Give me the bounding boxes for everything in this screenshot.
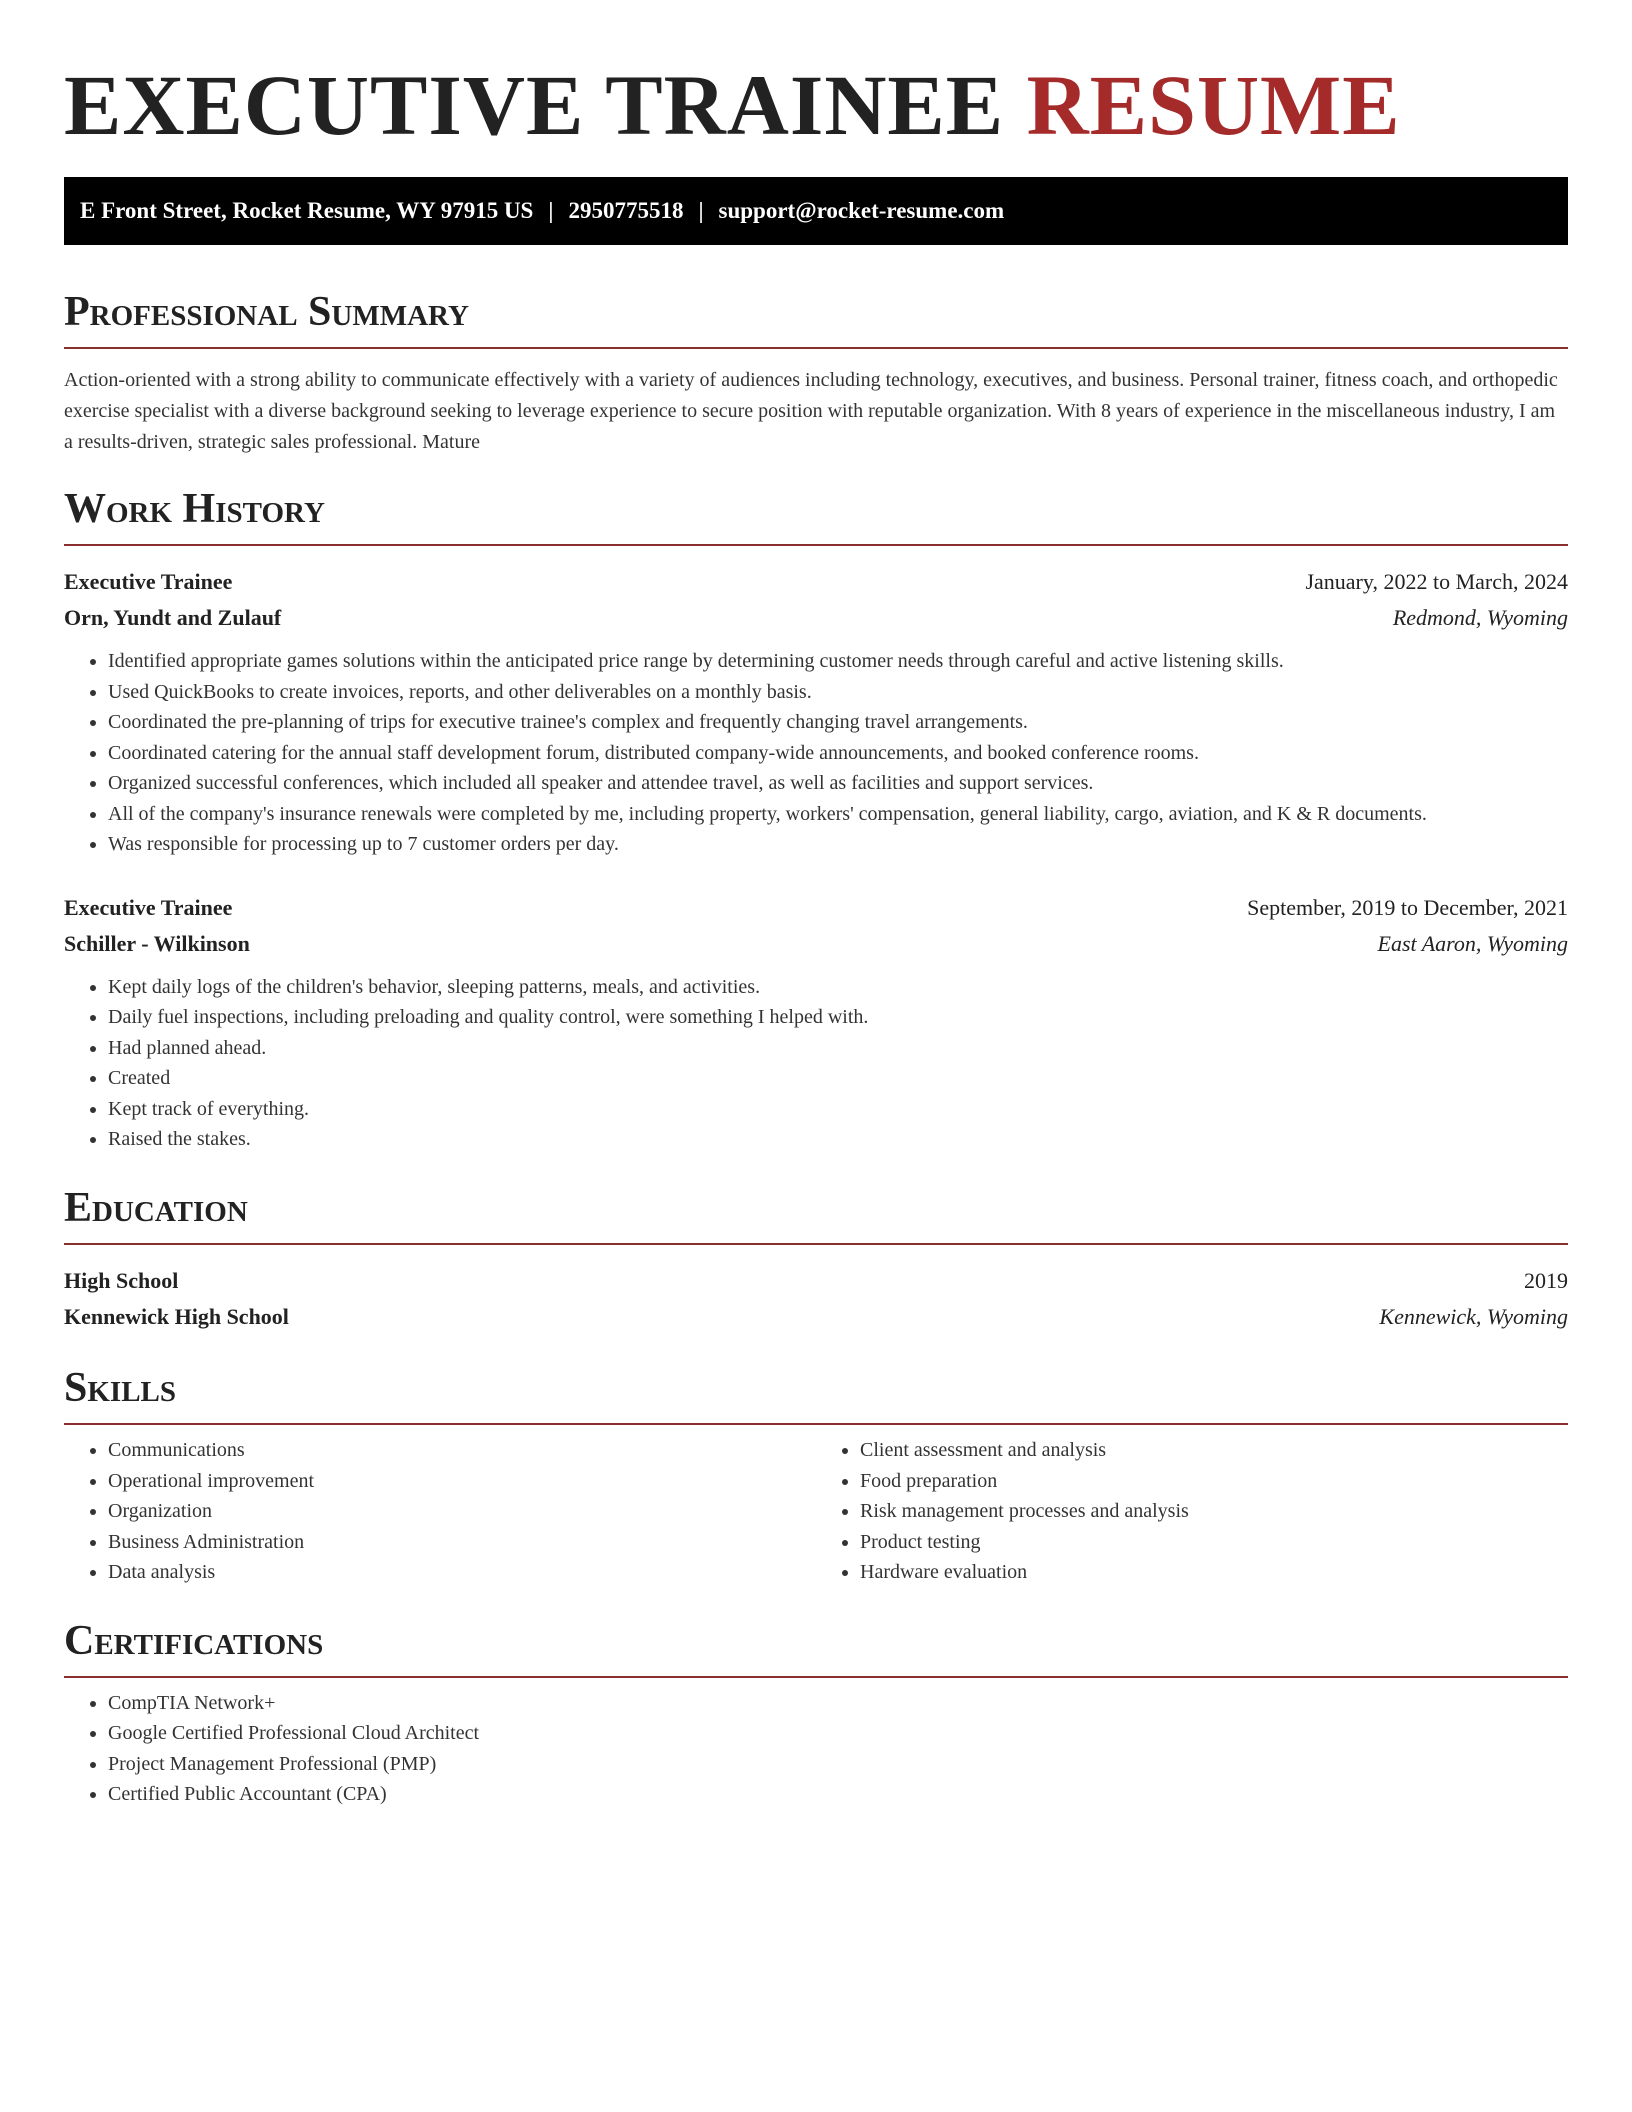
summary-heading: Professional Summary [64,289,1568,349]
education-degree: High School [64,1267,179,1293]
skills-heading: Skills [64,1365,1568,1425]
contact-address: E Front Street, Rocket Resume, WY 97915 US [80,197,534,223]
job-bullet: • Had planned ahead. [108,1033,1568,1064]
skill-item: • Hardware evaluation [860,1557,1568,1588]
job-title: Executive Trainee [64,569,233,595]
job-bullet: • Kept daily logs of the children's behavior, sleeping patterns, meals, and activities. [108,972,1568,1003]
title-main: EXECUTIVE TRAINEE [64,57,1005,153]
contact-phone: 2950775518 [568,197,684,223]
job-bullet: • Coordinated catering for the annual staff development forum, distributed company-wide announcements, and booked conference rooms. [108,738,1568,769]
job-bullet: • Identified appropriate games solutions within the anticipated price range by determining customer needs through careful and active listening skills. [108,646,1568,677]
certification-item: • Project Management Professional (PMP) [108,1749,1568,1780]
job-bullet: • All of the company's insurance renewals were completed by me, including property, workers' compensation, general liability, cargo, aviation, and K & R documents. [108,799,1568,830]
job-bullet: • Raised the stakes. [108,1124,1568,1155]
contact-separator: | [548,197,554,223]
certification-item: • Google Certified Professional Cloud Architect [108,1718,1568,1749]
skill-item: • Data analysis [108,1557,816,1588]
job-location: East Aaron, Wyoming [1377,930,1568,956]
job-location: Redmond, Wyoming [1392,605,1568,631]
job-company: Orn, Yundt and Zulauf [64,605,282,631]
resume-title [64,56,1568,155]
job-title: Executive Trainee [64,894,233,920]
job-bullet: • Created [108,1063,1568,1094]
skill-item: • Business Administration [108,1527,816,1558]
education-heading: Education [64,1185,1568,1245]
job-header-row [64,890,1568,926]
skill-item: • Communications [108,1435,816,1466]
job-bullet: • Was responsible for processing up to 7 customer orders per day. [108,829,1568,860]
education-entry [64,1263,1568,1335]
certification-item: • CompTIA Network+ [108,1688,1568,1719]
job-bullet: • Daily fuel inspections, including preloading and quality control, were something I helped with. [108,1002,1568,1033]
job-company-row [64,600,1568,636]
certification-item: • Certified Public Accountant (CPA) [108,1779,1568,1810]
work-history-heading: Work History [64,486,1568,546]
skills-column-right [816,1435,1568,1588]
job-entry [64,890,1568,1155]
job-bullets [64,646,1568,860]
skill-item: • Operational improvement [108,1466,816,1497]
job-company: Schiller - Wilkinson [64,930,250,956]
contact-email: support@rocket-resume.com [718,197,1005,223]
summary-text: Action-oriented with a strong ability to communicate effectively with a variety of audiences including technology, executives, and business. Personal trainer, fitness coach, and orthopedic exercise specialist with a diverse background seeking to leverage experience to secure position with reputable organization. With 8 years of experience in the miscellaneous industry, I am a results-driven, strategic sales professional. Mature [64,369,1558,454]
contact-separator: | [698,197,704,223]
skill-item: • Client assessment and analysis [860,1435,1568,1466]
job-bullet: • Coordinated the pre-planning of trips for executive trainee's complex and frequently changing travel arrangements. [108,707,1568,738]
job-bullets [64,972,1568,1155]
education-year: 2019 [1524,1267,1568,1293]
skill-item: • Organization [108,1496,816,1527]
education-location: Kennewick, Wyoming [1379,1303,1568,1329]
job-bullet: • Used QuickBooks to create invoices, reports, and other deliverables on a monthly basis. [108,677,1568,708]
education-school: Kennewick High School [64,1303,289,1329]
skill-item: • Product testing [860,1527,1568,1558]
skill-item: • Food preparation [860,1466,1568,1497]
job-bullet: • Kept track of everything. [108,1094,1568,1125]
skills-column-left [64,1435,816,1588]
skill-item: • Risk management processes and analysis [860,1496,1568,1527]
job-company-row [64,926,1568,962]
job-bullet: • Organized successful conferences, which included all speaker and attendee travel, as well as facilities and support services. [108,768,1568,799]
education-degree-row [64,1263,1568,1299]
job-dates: September, 2019 to December, 2021 [1247,894,1568,920]
contact-bar [64,177,1568,245]
certifications-list [64,1688,1568,1810]
job-header-row [64,564,1568,600]
job-entry [64,564,1568,860]
skills-list [64,1435,1568,1588]
certifications-heading: Certifications [64,1618,1568,1678]
job-dates: January, 2022 to March, 2024 [1305,569,1568,595]
title-accent: RESUME [1026,57,1401,153]
education-school-row [64,1299,1568,1335]
